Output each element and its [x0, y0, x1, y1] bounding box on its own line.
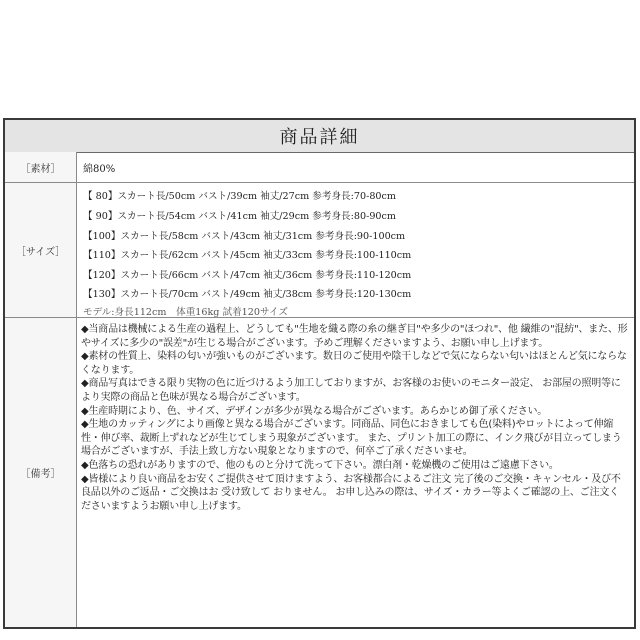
note-item: ◆色落ちの恐れがありますので、他のものと分けて洗って下さい。漂白剤・乾燥機のご使用はご遠慮下さい。: [81, 459, 559, 471]
note-item: ◆生産時期により、色、サイズ、デザインが多少が異なる場合がございます。あらかじめ御了承ください。: [81, 405, 548, 417]
note-item: ◆当商品は機械による生産の過程上、どうしても"生地を織る際の糸の継ぎ目"や多少の"ほつれ"、他 繊維の"混紡"、また、形やサイズに多少の"誤差"が生じる場合がございます。予めご理解くださいますよう、お願い申し上げます。: [81, 324, 628, 349]
material-value: 綿80%: [83, 163, 116, 175]
material-row: [5, 152, 634, 183]
size-row: [5, 183, 634, 318]
size-line: 【100】スカート長/58cm バスト/43cm 袖丈/31cm 参考身長:90-100cm: [83, 231, 406, 242]
size-line: 【120】スカート長/66cm バスト/47cm 袖丈/36cm 参考身長:110-120cm: [83, 270, 412, 281]
size-line: 【110】スカート長/62cm バスト/45cm 袖丈/33cm 参考身長:100-110cm: [83, 250, 412, 261]
size-line: 【 90】スカート長/54cm バスト/41cm 袖丈/29cm 参考身長:80-90cm: [83, 211, 396, 222]
note-item: ◆生地のカッティングにより画像と異なる場合がございます。同商品、同色におきましても色(染料)やロットによって伸縮性・伸び率、裁断上ずれなどが生じてしまう現象がございます。 また、プリント加工の際に、インク飛びが目立ってしまう場合がございますが、手法上致し方ない現象となりますので、何卒ご了承くださいませ。: [81, 419, 622, 458]
note-item: ◆素材の性質上、染料の匂いが強いものがございます。数日のご使用や陰干しなどで気にならない匂いはほとんど気にならなくなります。: [81, 351, 627, 376]
note-item: ◆皆様により良い商品をお安くご提供させて頂けますよう、お客様都合によるご注文 完了後のご交換・キャンセル・及び不良品以外のご返品・ご交換はお 受け致して おりません。 お申し込みの際は、サイズ・カラー等よくご確認の上、ご注文くださいますようお願い申し上げます。: [81, 473, 621, 512]
size-line: 【130】スカート長/70cm バスト/49cm 袖丈/38cm 参考身長:120-130cm: [83, 289, 412, 300]
table-header: [5, 120, 634, 153]
size-values: [77, 183, 634, 317]
model-info: モデル:身長112cm 体重16kg 試着120サイズ: [83, 307, 289, 318]
table-title: 商品詳細: [279, 127, 360, 148]
notes-text: [81, 323, 628, 513]
size-label: ［サイズ］: [5, 183, 77, 317]
size-line: 【 80】スカート長/50cm バスト/39cm 袖丈/27cm 参考身長:70-80cm: [83, 191, 396, 202]
notes-row: [5, 318, 634, 627]
note-item: ◆商品写真はできる限り実物の色に近づけるよう加工しておりますが、お客様のお使いのモニター設定、 お部屋の照明等により実際の商品と色味が異なる場合がございます。: [81, 378, 621, 403]
notes-label: ［備考］: [5, 318, 77, 627]
notes-values: [77, 318, 634, 627]
material-label: ［素材］: [5, 152, 77, 182]
product-details-table: [3, 118, 636, 629]
